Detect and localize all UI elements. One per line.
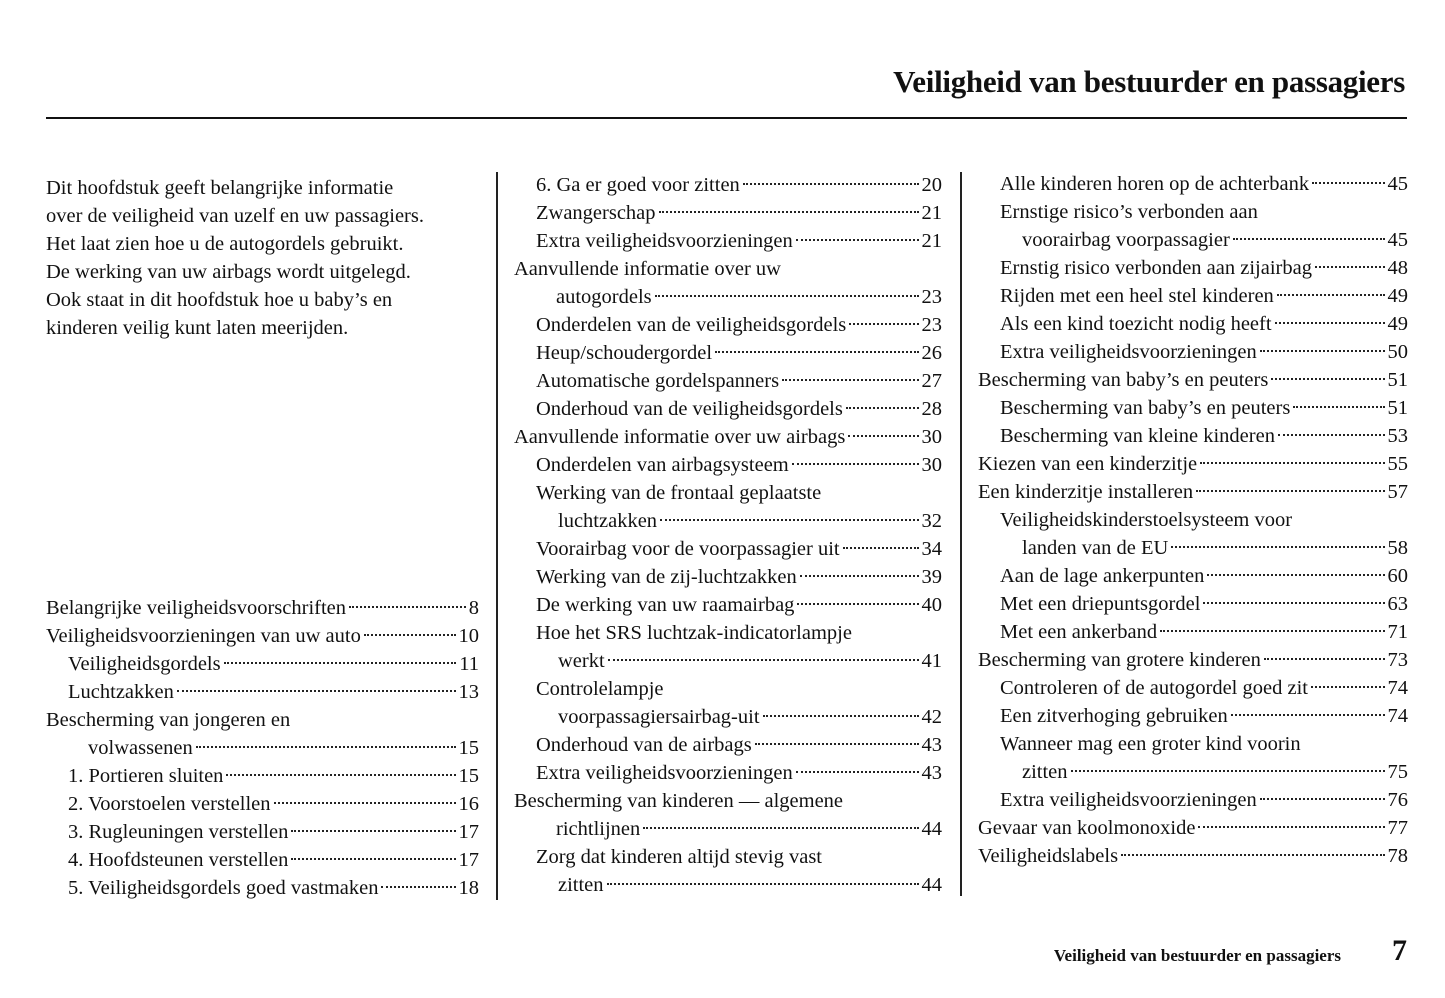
toc-entry <box>978 338 1408 366</box>
toc-entry-title: werkt <box>558 650 605 672</box>
toc-entry <box>514 731 942 759</box>
toc-entry-title: Aanvullende informatie over uw airbags <box>514 426 846 448</box>
dot-leader <box>1160 630 1384 632</box>
toc-page-number: 75 <box>1387 761 1408 783</box>
dot-leader <box>797 603 918 605</box>
toc-page-number: 74 <box>1387 677 1408 699</box>
toc-entry <box>46 874 479 902</box>
toc-entry-title: De werking van uw raamairbag <box>536 594 795 616</box>
dot-leader <box>755 743 919 745</box>
column-divider <box>496 172 498 900</box>
toc-entry <box>978 282 1408 310</box>
toc-entry-title: zitten <box>1022 761 1068 783</box>
dot-leader <box>1311 686 1385 688</box>
toc-entry-title: Belangrijke veiligheidsvoorschriften <box>46 597 347 619</box>
toc-entry-title: Voorairbag voor de voorpassagier uit <box>536 538 840 560</box>
toc-entry <box>978 786 1408 814</box>
toc-entry-title: Extra veiligheidsvoorzieningen <box>536 762 793 784</box>
toc-page-number: 32 <box>921 510 942 532</box>
header-divider <box>46 117 1407 119</box>
toc-page-number: 15 <box>458 765 479 787</box>
toc-entry-title: Bescherming van kleine kinderen <box>1000 425 1275 447</box>
toc-entry-title: Zorg dat kinderen altijd stevig vast <box>536 846 822 868</box>
toc-entry-title: Aan de lage ankerpunten <box>1000 565 1205 587</box>
toc-page-number: 17 <box>458 821 479 843</box>
toc-column-2 <box>514 171 942 899</box>
dot-leader <box>1198 826 1384 828</box>
toc-entry-title: Onderdelen van airbagsysteem <box>536 454 789 476</box>
toc-entry-title: 2. Voorstoelen verstellen <box>68 793 271 815</box>
toc-entry-title: Extra veiligheidsvoorzieningen <box>1000 789 1257 811</box>
toc-entry <box>46 594 479 622</box>
dot-leader <box>1071 770 1385 772</box>
intro-line: Ook staat in dit hoofdstuk hoe u baby’s en <box>46 289 393 311</box>
dot-leader <box>196 746 456 748</box>
toc-entry-title: Bescherming van grotere kinderen <box>978 649 1261 671</box>
toc-entry <box>978 842 1408 870</box>
toc-entry-title: Veiligheidsgordels <box>68 653 221 675</box>
dot-leader <box>792 463 919 465</box>
toc-entry <box>514 843 942 899</box>
toc-entry <box>978 562 1408 590</box>
toc-page-number: 73 <box>1387 649 1408 671</box>
dot-leader <box>291 830 455 832</box>
toc-page-number: 49 <box>1387 313 1408 335</box>
toc-page-number: 55 <box>1387 453 1408 475</box>
page-number: 7 <box>1392 934 1407 967</box>
toc-entry-title: Wanneer mag een groter kind voorin <box>1000 733 1301 755</box>
dot-leader <box>608 659 919 661</box>
toc-page-number: 45 <box>1387 229 1408 251</box>
dot-leader <box>1271 378 1384 380</box>
dot-leader <box>349 606 466 608</box>
toc-entry <box>978 814 1408 842</box>
intro-paragraph <box>46 174 486 342</box>
dot-leader <box>782 379 918 381</box>
toc-entry-title: Luchtzakken <box>68 681 174 703</box>
toc-page-number: 30 <box>921 426 942 448</box>
toc-column-1 <box>46 594 479 902</box>
dot-leader <box>846 407 919 409</box>
dot-leader <box>224 662 457 664</box>
toc-page-number: 42 <box>921 706 942 728</box>
toc-page-number: 34 <box>921 538 942 560</box>
toc-entry <box>978 674 1408 702</box>
toc-entry <box>514 255 942 311</box>
toc-entry <box>978 254 1408 282</box>
toc-entry-title: 1. Portieren sluiten <box>68 765 224 787</box>
intro-line: over de veiligheid van uzelf en uw passagiers. <box>46 205 424 227</box>
toc-entry-title: Controleren of de autogordel goed zit <box>1000 677 1308 699</box>
toc-entry-title: Als een kind toezicht nodig heeft <box>1000 313 1272 335</box>
toc-entry <box>514 787 942 843</box>
dot-leader <box>1196 490 1384 492</box>
toc-page-number: 30 <box>921 454 942 476</box>
toc-page-number: 8 <box>468 597 479 619</box>
toc-entry-title: Hoe het SRS luchtzak-indicatorlampje <box>536 622 852 644</box>
toc-column-3 <box>978 170 1408 870</box>
toc-entry <box>514 535 942 563</box>
toc-entry <box>46 762 479 790</box>
dot-leader <box>381 886 455 888</box>
toc-entry <box>514 619 942 675</box>
toc-entry-title: Kiezen van een kinderzitje <box>978 453 1198 475</box>
toc-page-number: 27 <box>921 370 942 392</box>
toc-entry <box>978 170 1408 198</box>
toc-entry <box>514 759 942 787</box>
toc-entry <box>514 395 942 423</box>
toc-entry-title: Controlelampje <box>536 678 664 700</box>
toc-entry-title: richtlijnen <box>556 818 641 840</box>
page-title: Veiligheid van bestuurder en passagiers <box>893 64 1405 99</box>
toc-entry-title: Aanvullende informatie over uw <box>514 258 781 280</box>
dot-leader <box>177 690 456 692</box>
toc-entry <box>514 479 942 535</box>
dot-leader <box>715 351 918 353</box>
toc-entry <box>514 171 942 199</box>
toc-entry <box>514 367 942 395</box>
dot-leader <box>1277 294 1385 296</box>
toc-page-number: 41 <box>921 650 942 672</box>
dot-leader <box>274 802 456 804</box>
toc-entry <box>514 199 942 227</box>
intro-line: Het laat zien hoe u de autogordels gebruikt. <box>46 233 404 255</box>
toc-entry-title: Onderhoud van de airbags <box>536 734 752 756</box>
toc-page-number: 63 <box>1387 593 1408 615</box>
toc-entry <box>514 591 942 619</box>
toc-entry-title: 3. Rugleuningen verstellen <box>68 821 289 843</box>
dot-leader <box>800 575 919 577</box>
dot-leader <box>1203 602 1384 604</box>
toc-page-number: 21 <box>921 202 942 224</box>
dot-leader <box>1312 182 1384 184</box>
toc-entry-title: Onderdelen van de veiligheidsgordels <box>536 314 847 336</box>
toc-entry-title: Ernstig risico verbonden aan zijairbag <box>1000 257 1312 279</box>
toc-page-number: 11 <box>459 653 479 675</box>
dot-leader <box>1207 574 1384 576</box>
toc-entry-title: voorairbag voorpassagier <box>1022 229 1230 251</box>
toc-entry-title: Werking van de zij-luchtzakken <box>536 566 797 588</box>
dot-leader <box>226 774 455 776</box>
toc-entry-title: luchtzakken <box>558 510 658 532</box>
toc-entry <box>978 730 1408 786</box>
toc-entry-title: Alle kinderen horen op de achterbank <box>1000 173 1310 195</box>
toc-entry-title: Met een ankerband <box>1000 621 1158 643</box>
dot-leader <box>607 883 919 885</box>
toc-entry <box>46 706 479 762</box>
toc-entry-title: autogordels <box>556 286 652 308</box>
toc-entry-title: zitten <box>558 874 604 896</box>
dot-leader <box>1315 266 1385 268</box>
toc-entry <box>978 394 1408 422</box>
toc-entry <box>46 622 479 650</box>
toc-entry <box>46 650 479 678</box>
toc-page-number: 43 <box>921 762 942 784</box>
toc-entry-title: landen van de EU <box>1022 537 1169 559</box>
dot-leader <box>364 634 456 636</box>
toc-entry <box>978 366 1408 394</box>
toc-entry <box>514 675 942 731</box>
toc-page-number: 53 <box>1387 425 1408 447</box>
toc-entry <box>46 818 479 846</box>
dot-leader <box>1233 238 1385 240</box>
toc-entry <box>978 506 1408 562</box>
toc-entry-title: Heup/schoudergordel <box>536 342 713 364</box>
toc-entry-title: Extra veiligheidsvoorzieningen <box>1000 341 1257 363</box>
toc-entry <box>978 702 1408 730</box>
toc-entry-title: Met een driepuntsgordel <box>1000 593 1201 615</box>
intro-line: kinderen veilig kunt laten meerijden. <box>46 317 349 339</box>
toc-page-number: 74 <box>1387 705 1408 727</box>
toc-page-number: 15 <box>458 737 479 759</box>
footer-title: Veiligheid van bestuurder en passagiers <box>1053 946 1341 965</box>
toc-page-number: 21 <box>921 230 942 252</box>
toc-page-number: 13 <box>458 681 479 703</box>
toc-page-number: 10 <box>458 625 479 647</box>
dot-leader <box>763 715 919 717</box>
dot-leader <box>1171 546 1384 548</box>
toc-page-number: 76 <box>1387 789 1408 811</box>
dot-leader <box>291 858 455 860</box>
toc-entry <box>978 450 1408 478</box>
toc-entry <box>514 563 942 591</box>
dot-leader <box>843 547 919 549</box>
toc-entry-title: Extra veiligheidsvoorzieningen <box>536 230 793 252</box>
toc-page-number: 23 <box>921 314 942 336</box>
dot-leader <box>848 435 918 437</box>
toc-entry-title: Ernstige risico’s verbonden aan <box>1000 201 1258 223</box>
toc-page-number: 44 <box>921 818 942 840</box>
toc-entry-title: Rijden met een heel stel kinderen <box>1000 285 1274 307</box>
toc-page-number: 40 <box>921 594 942 616</box>
toc-entry <box>978 198 1408 254</box>
toc-entry <box>514 451 942 479</box>
toc-entry-title: Automatische gordelspanners <box>536 370 780 392</box>
toc-page-number: 23 <box>921 286 942 308</box>
toc-page-number: 45 <box>1387 173 1408 195</box>
toc-entry <box>978 618 1408 646</box>
dot-leader <box>655 295 919 297</box>
dot-leader <box>659 211 919 213</box>
toc-page-number: 20 <box>921 174 942 196</box>
toc-entry <box>978 646 1408 674</box>
toc-entry-title: voorpassagiersairbag-uit <box>558 706 760 728</box>
toc-page-number: 26 <box>921 342 942 364</box>
toc-entry-title: volwassenen <box>88 737 193 759</box>
toc-entry <box>514 339 942 367</box>
toc-entry-title: Een kinderzitje installeren <box>978 481 1194 503</box>
toc-entry-title: Veiligheidslabels <box>978 845 1119 867</box>
column-divider <box>960 172 962 896</box>
dot-leader <box>796 239 919 241</box>
dot-leader <box>660 519 918 521</box>
toc-page-number: 51 <box>1387 397 1408 419</box>
toc-entry <box>46 846 479 874</box>
toc-page-number: 16 <box>458 793 479 815</box>
toc-entry-title: Een zitverhoging gebruiken <box>1000 705 1228 727</box>
toc-entry <box>514 227 942 255</box>
toc-entry <box>978 590 1408 618</box>
toc-page-number: 60 <box>1387 565 1408 587</box>
toc-page-number: 18 <box>458 877 479 899</box>
dot-leader <box>1264 658 1385 660</box>
toc-page-number: 71 <box>1387 621 1408 643</box>
toc-entry <box>514 423 942 451</box>
toc-entry-title: Bescherming van baby’s en peuters <box>1000 397 1291 419</box>
toc-entry-title: Bescherming van kinderen — algemene <box>514 790 844 812</box>
toc-entry-title: 5. Veiligheidsgordels goed vastmaken <box>68 877 379 899</box>
toc-page-number: 49 <box>1387 285 1408 307</box>
toc-page-number: 57 <box>1387 481 1408 503</box>
toc-page-number: 58 <box>1387 537 1408 559</box>
toc-entry <box>978 310 1408 338</box>
toc-entry-title: 6. Ga er goed voor zitten <box>536 174 740 196</box>
toc-page-number: 78 <box>1387 845 1408 867</box>
toc-page-number: 44 <box>921 874 942 896</box>
toc-entry-title: Zwangerschap <box>536 202 656 224</box>
toc-page-number: 50 <box>1387 341 1408 363</box>
toc-page-number: 39 <box>921 566 942 588</box>
toc-entry-title: Werking van de frontaal geplaatste <box>536 482 822 504</box>
dot-leader <box>1275 322 1385 324</box>
toc-page-number: 28 <box>921 398 942 420</box>
dot-leader <box>796 771 919 773</box>
dot-leader <box>1293 406 1384 408</box>
toc-entry-title: Veiligheidskinderstoelsysteem voor <box>1000 509 1293 531</box>
toc-page-number: 17 <box>458 849 479 871</box>
dot-leader <box>1121 854 1384 856</box>
toc-entry <box>514 311 942 339</box>
dot-leader <box>849 323 918 325</box>
toc-entry-title: Bescherming van jongeren en <box>46 709 291 731</box>
toc-entry-title: Bescherming van baby’s en peuters <box>978 369 1269 391</box>
toc-entry <box>978 478 1408 506</box>
intro-line: De werking van uw airbags wordt uitgelegd. <box>46 261 411 283</box>
dot-leader <box>643 827 918 829</box>
dot-leader <box>1200 462 1384 464</box>
dot-leader <box>1260 798 1385 800</box>
toc-page-number: 43 <box>921 734 942 756</box>
dot-leader <box>743 183 919 185</box>
intro-line: Dit hoofdstuk geeft belangrijke informatie <box>46 177 394 199</box>
toc-page-number: 77 <box>1387 817 1408 839</box>
toc-page-number: 51 <box>1387 369 1408 391</box>
toc-entry-title: Veiligheidsvoorzieningen van uw auto <box>46 625 361 647</box>
toc-entry-title: Gevaar van koolmonoxide <box>978 817 1196 839</box>
toc-entry-title: 4. Hoofdsteunen verstellen <box>68 849 289 871</box>
dot-leader <box>1260 350 1385 352</box>
toc-entry <box>46 790 479 818</box>
dot-leader <box>1231 714 1385 716</box>
toc-entry <box>978 422 1408 450</box>
toc-entry-title: Onderhoud van de veiligheidsgordels <box>536 398 843 420</box>
dot-leader <box>1278 434 1385 436</box>
toc-entry <box>46 678 479 706</box>
toc-page-number: 48 <box>1387 257 1408 279</box>
